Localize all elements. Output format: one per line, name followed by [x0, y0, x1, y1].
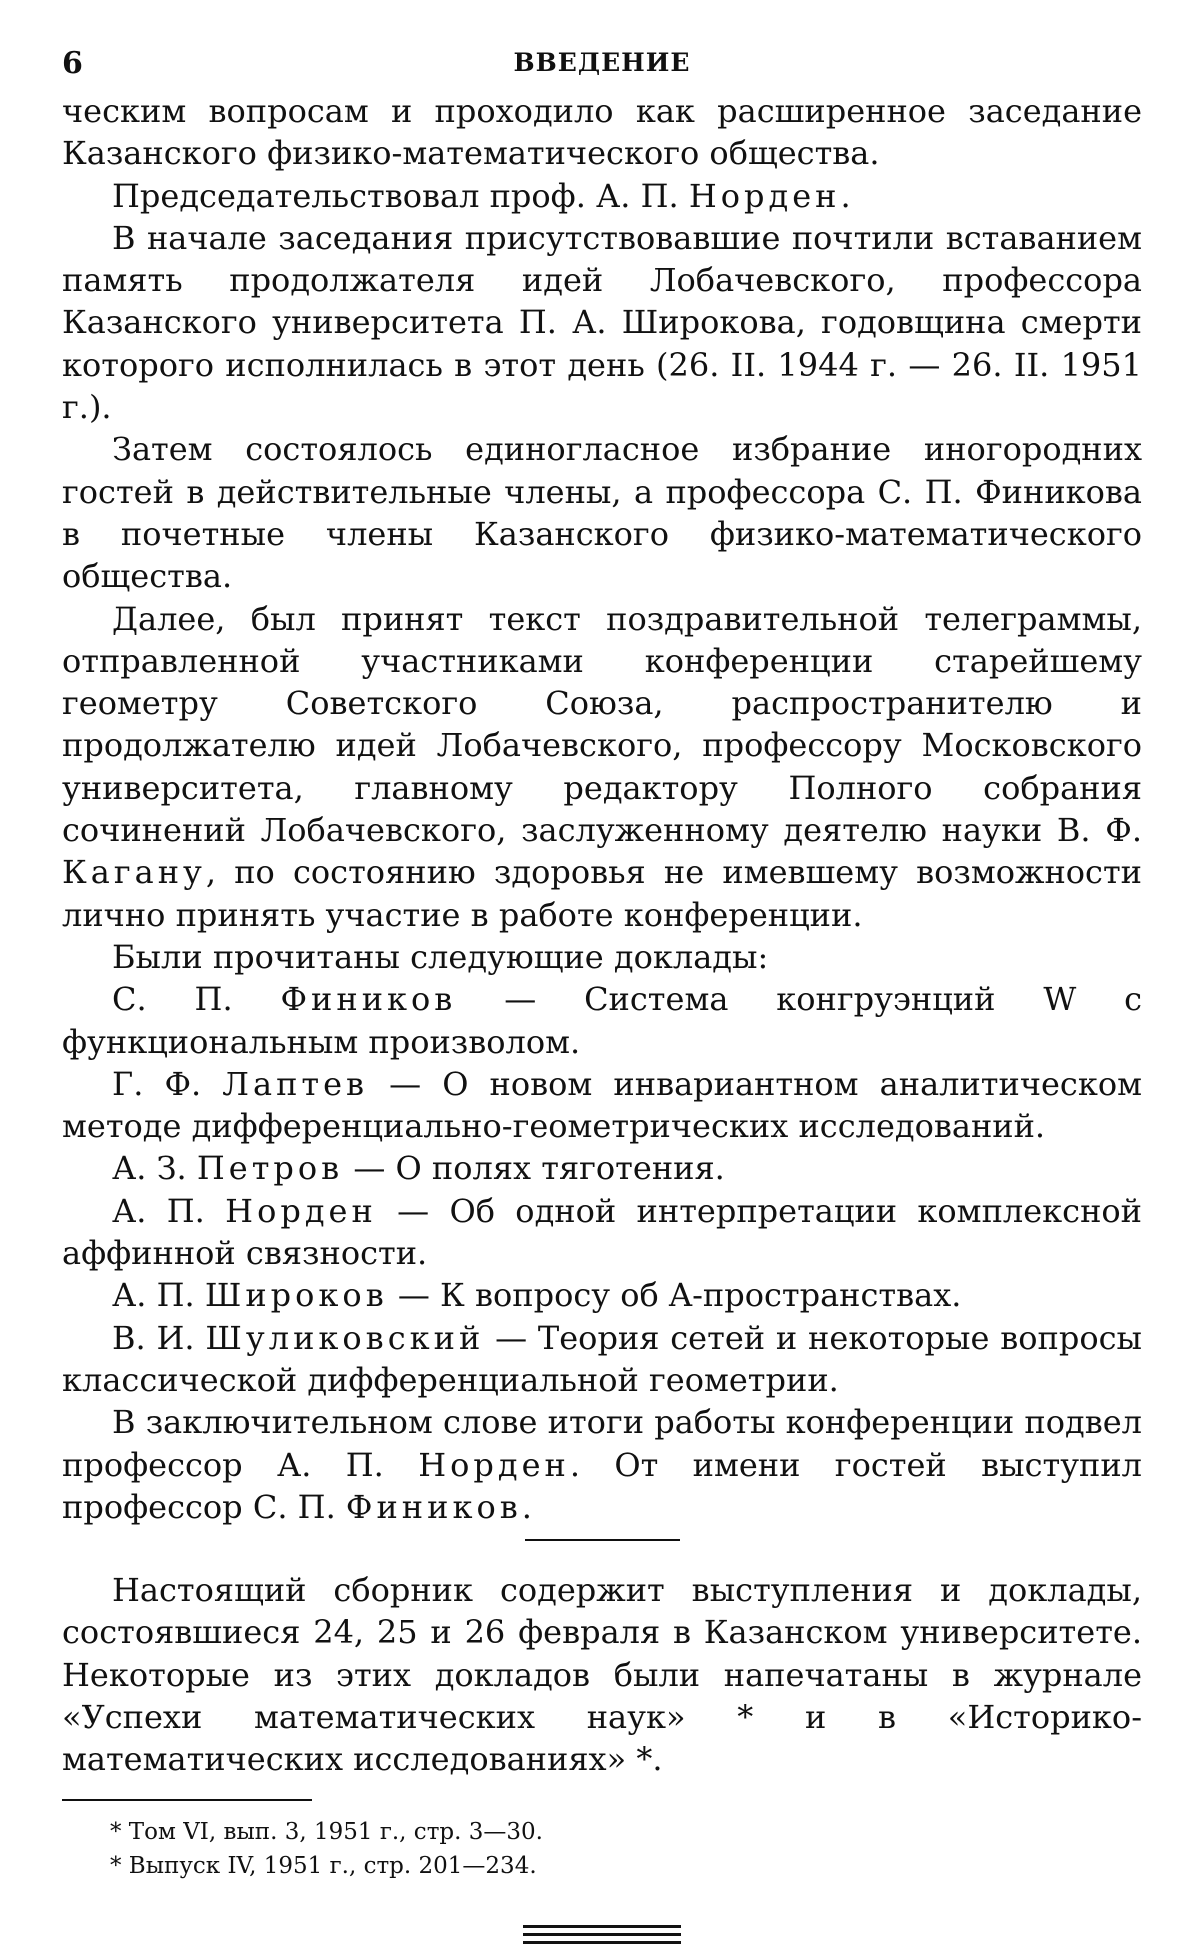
report-title: — О новом инвариантном аналитическом методе дифференциально-геометрических исследований. [62, 1064, 1143, 1146]
paragraph-closing [62, 1401, 1142, 1528]
document-page [62, 40, 1142, 1949]
report-title: — Теория сетей и некоторые вопросы классической дифференциальной геометрии. [62, 1318, 1143, 1399]
report-title: — Об одной интерпретации комплексной аффинной связности. [62, 1191, 1143, 1273]
report-initials: В. И. [112, 1318, 206, 1357]
paragraph-election: Затем состоялось единогласное избрание иногородних гостей в действительные члены, а профессора С. П. Финикова в почетные члены Казанского физико-математического общества. [62, 430, 1142, 596]
running-head: ВВЕДЕНИЕ [513, 48, 691, 77]
footnote-divider [62, 1799, 312, 1801]
report-initials: С. П. [112, 980, 281, 1019]
report-item [62, 1317, 1142, 1402]
footnote: * Выпуск IV, 1951 г., стр. 201—234. [110, 1852, 537, 1879]
closing-middle: . От имени гостей выступил профессор С. П. [62, 1445, 1143, 1526]
report-item [62, 1063, 1142, 1148]
report-author: Широков [204, 1276, 388, 1315]
telegram-suffix: , по состоянию здоровья не имевшему возможности лично принять участие в работе конференции. [62, 853, 1142, 934]
end-rule-line [523, 1933, 681, 1936]
end-rule-line [523, 1941, 681, 1944]
closing-name-1: Норден [418, 1445, 570, 1484]
report-initials: А. З. [112, 1149, 197, 1188]
report-author: Шуликовский [205, 1318, 485, 1357]
closing-name-2: Фиников [345, 1487, 522, 1526]
body-text [62, 90, 1142, 1781]
report-title: — К вопросу об A-пространствах. [387, 1276, 962, 1315]
closing-suffix: . [521, 1487, 532, 1526]
report-item [62, 978, 1142, 1063]
report-title: — О полях тяготения. [343, 1149, 725, 1188]
telegram-prefix: Далее, был принят текст поздравительной телеграммы, отправленной участниками конференции старейшему геометру Советского Союза, распространителю и продолжателю идей Лобачевского, профессору Московского университета, главному редактору Полного собрания сочинений Лобачевского, заслуженному деятелю науки В. Ф. [62, 599, 1142, 850]
footnotes [62, 1815, 1142, 1883]
report-initials: Г. Ф. [112, 1064, 223, 1103]
report-author: Норден [225, 1191, 377, 1230]
page-header [62, 40, 1142, 90]
report-author: Фиников [280, 980, 457, 1019]
report-initials: А. П. [112, 1191, 226, 1230]
section-divider [525, 1539, 680, 1541]
paragraph-telegram [62, 598, 1142, 936]
paragraph-reports-intro: Были прочитаны следующие доклады: [112, 937, 769, 976]
footnote: * Том VI, вып. 3, 1951 г., стр. 3—30. [110, 1818, 543, 1845]
end-rule-line [523, 1925, 681, 1928]
closing-prefix: В заключительном слове итоги работы конференции подвел профессор А. П. [62, 1403, 1142, 1484]
paragraph-memory: В начале заседания присутствовавшие почтили вставанием память продолжателя идей Лобачевского, профессора Казанского университета П. А. Широкова, годовщина смерти которого исполнилась в этот день (26. II. 1944 г. — 26. II. 1951 г.). [62, 218, 1142, 427]
end-ornament-rule [523, 1925, 681, 1944]
telegram-name: Кагану [62, 853, 206, 892]
chairman-prefix: Председательствовал проф. А. П. [112, 176, 689, 215]
report-initials: А. П. [112, 1276, 205, 1315]
chairman-suffix: . [840, 176, 851, 215]
report-title: — Система конгруэнций W с функциональным произволом. [62, 980, 1142, 1061]
paragraph-collection: Настоящий сборник содержит выступления и доклады, состоявшиеся 24, 25 и 26 февраля в Казанском университете. Некоторые из этих докладов были напечатаны в журнале «Успехи математических наук» * и в «Историко-математических исследованиях» *. [62, 1571, 1142, 1779]
report-item [62, 1190, 1142, 1275]
chairman-name: Норден [688, 176, 841, 215]
paragraph-continuation: ческим вопросам и проходило как расширенное заседание Казанского физико-математического общества. [62, 92, 1142, 173]
report-item [62, 1274, 1142, 1316]
paragraph-chairman [62, 175, 1142, 217]
report-item [62, 1147, 1142, 1189]
report-author: Лаптев [222, 1064, 369, 1103]
page-number: 6 [62, 46, 83, 81]
report-author: Петров [196, 1149, 344, 1188]
